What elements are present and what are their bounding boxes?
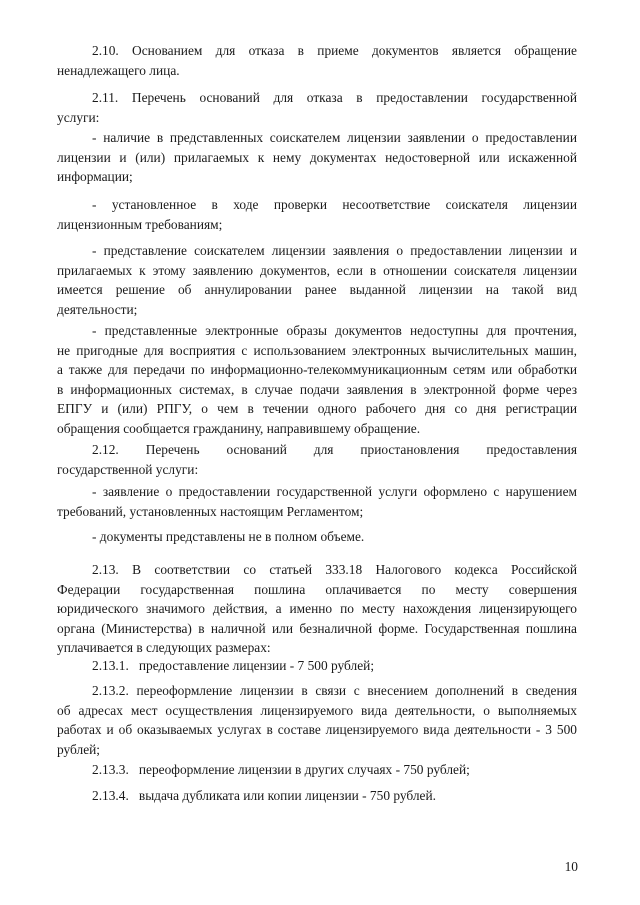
paragraph-2-13-4 <box>57 786 577 806</box>
text-line: - документы представлены не в полном объеме. <box>92 529 365 544</box>
text-line: а также для передачи по информационно-телекоммуникационным сетям или обработки <box>57 362 577 378</box>
text-line: Федерации государственная пошлина оплачивается по месту совершения <box>57 581 577 597</box>
text-line: не пригодные для восприятия с использованием электронных вычислительных машин, <box>57 342 577 358</box>
paragraph-2-12 <box>57 440 577 479</box>
paragraph-2-11-item-c <box>57 241 577 319</box>
paragraph-2-13-2 <box>57 681 577 759</box>
text-line: в информационных системах, в случае подачи заявления в электронной форме через <box>57 381 577 397</box>
paragraph-2-11-item-a <box>57 128 577 187</box>
text-line: ненадлежащего лица. <box>57 62 180 78</box>
text-line: юридического значимого действия, а именно по месту нахождения лицензирующего <box>57 601 577 617</box>
paragraph-2-10 <box>57 41 577 80</box>
text-line: лицензионным требованиям; <box>57 216 223 232</box>
text-line: информации; <box>57 169 133 185</box>
text-line: услуги: <box>57 109 100 125</box>
text-line: 2.13. В соответствии со статьей 333.18 Налогового кодекса Российской <box>92 562 577 577</box>
paragraph-2-13-3 <box>57 760 577 780</box>
text-line: - заявление о предоставлении государственной услуги оформлено с нарушением <box>92 484 577 499</box>
paragraph-2-13 <box>57 560 577 658</box>
text-line: требований, установленных настоящим Регламентом; <box>57 503 364 519</box>
text-line: деятельности; <box>57 301 138 317</box>
text-line: лицензии и (или) прилагаемых к нему документах недостоверной или искаженной <box>57 149 577 165</box>
text-line: - представление соискателем лицензии заявления о предоставлении лицензии и <box>92 243 577 258</box>
text-line: имеется решение об аннулировании ранее выданной лицензии на такой вид <box>57 282 577 298</box>
text-line: 2.13.4. выдача дубликата или копии лицензии - 750 рублей. <box>92 788 437 803</box>
text-line: государственной услуги: <box>57 461 199 477</box>
text-line: 2.13.2. переоформление лицензии в связи с внесением дополнений в сведения <box>92 683 577 698</box>
paragraph-2-11 <box>57 88 577 127</box>
text-line: органа (Министерства) в наличной или безналичной форме. Государственная пошлина <box>57 620 577 636</box>
text-line: 2.10. Основанием для отказа в приеме документов является обращение <box>92 43 577 58</box>
text-line: рублей; <box>57 741 101 757</box>
text-line: ЕПГУ и (или) РПГУ, о чем в течении одного рабочего дня со дня регистрации <box>57 401 577 417</box>
text-line: 2.12. Перечень оснований для приостановления предоставления <box>92 442 577 457</box>
paragraph-2-12-item-a <box>57 482 577 521</box>
paragraph-2-11-item-d <box>57 321 577 439</box>
paragraph-2-11-item-b <box>57 195 577 234</box>
page-number: 10 <box>564 859 578 874</box>
text-line: обращения сообщается гражданину, направившему обращение. <box>57 420 421 436</box>
text-line: прилагаемых к этому заявлению документов, если в отношении соискателя лицензии <box>57 262 577 278</box>
text-line: - представленные электронные образы документов недоступны для прочтения, <box>92 323 577 338</box>
paragraph-2-13-1 <box>57 656 577 676</box>
text-line: об адресах мест осуществления лицензируемого вида деятельности, о выполняемых <box>57 702 577 718</box>
text-line: работах и об оказываемых услугах в составе лицензируемого вида деятельности - 3 500 <box>57 722 577 738</box>
text-line: - наличие в представленных соискателем лицензии заявлении о предоставлении <box>92 130 577 145</box>
paragraph-2-12-item-b <box>57 527 577 547</box>
text-line: - установленное в ходе проверки несоответствие соискателя лицензии <box>92 197 577 212</box>
text-line: уплачивается в следующих размерах: <box>57 640 271 656</box>
text-line: 2.13.3. переоформление лицензии в других случаях - 750 рублей; <box>92 762 470 777</box>
text-line: 2.11. Перечень оснований для отказа в предоставлении государственной <box>92 90 577 105</box>
text-line: 2.13.1. предоставление лицензии - 7 500 рублей; <box>92 658 375 673</box>
